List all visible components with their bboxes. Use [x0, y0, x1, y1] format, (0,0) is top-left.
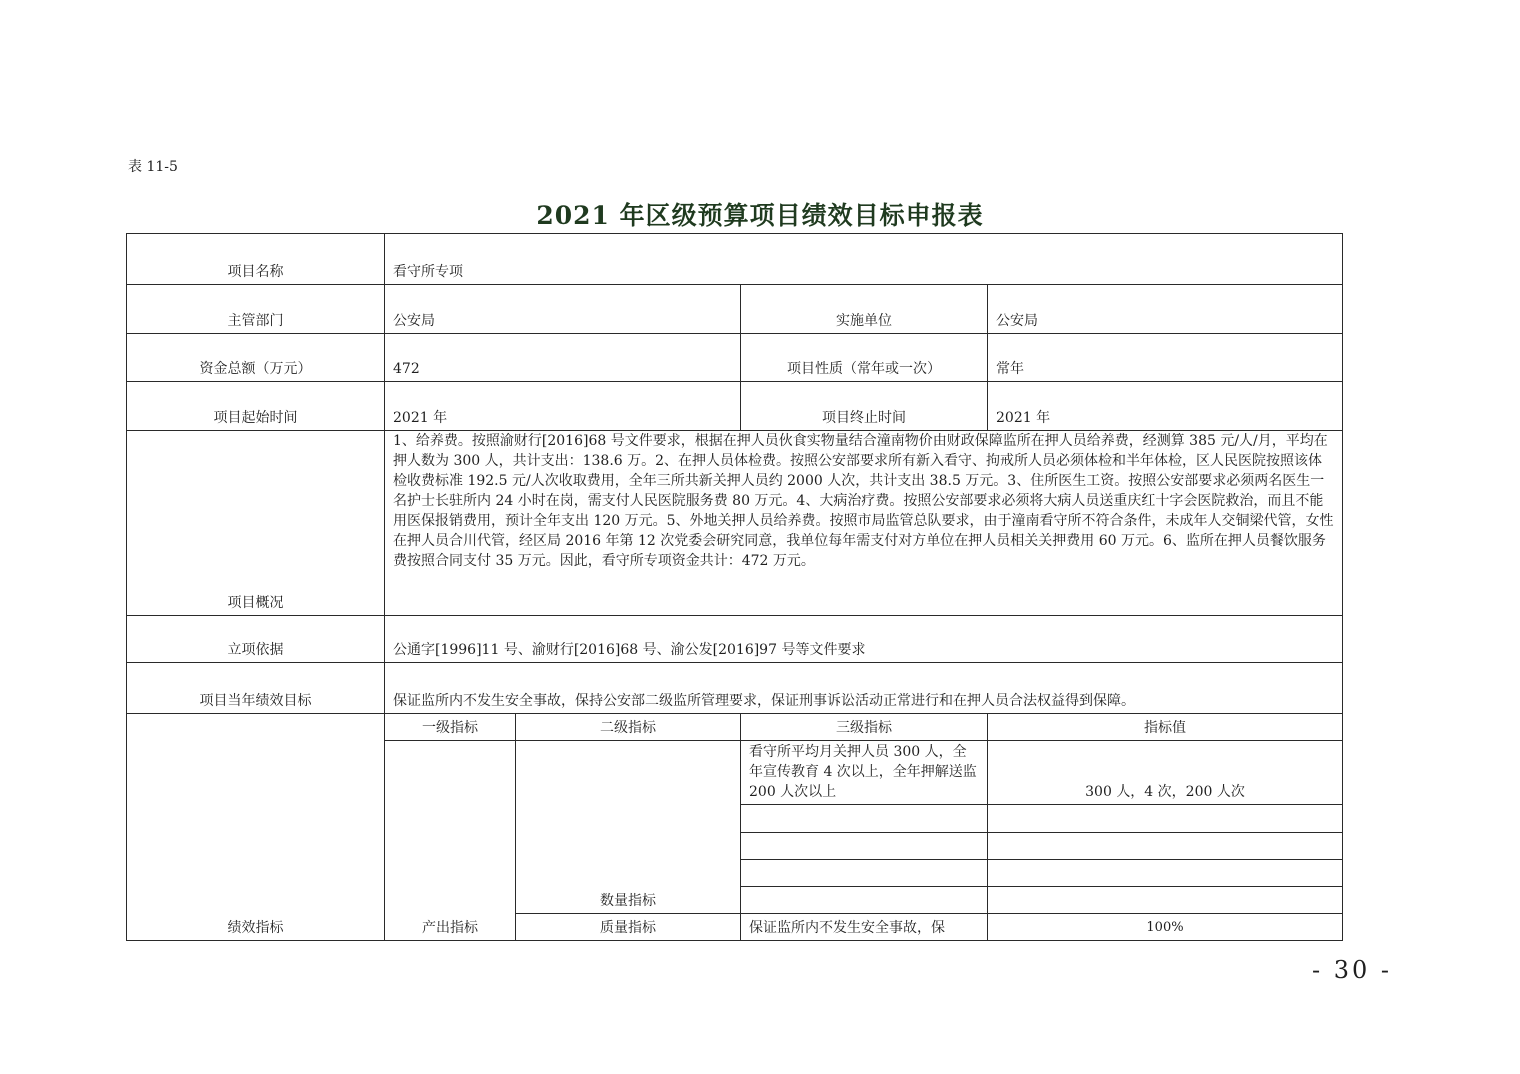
row-annual-goal [127, 663, 1343, 714]
overview-text: 1、给养费。按照渝财行[2016]68 号文件要求，根据在押人员伙食实物量结合潼南物价由财政保障监所在押人员给养费，经测算 385 元/人/月，平均在押人数为 300 人，共计支出：138.6 万。2、在押人员体检费。按照公安部要求所有新入看守、拘戒所人员必须体检和半年体检，区人民医院按照该体检收费标准 192.5 元/人次收取费用，全年三所共新关押人员约 2000 人次，共计支出 38.5 万元。3、住所医生工资。按照公安部要求必须两名医生一名护士长驻所内 24 小时在岗，需支付人民医院服务费 80 万元。4、大病治疗费。按照公安部要求必须将大病人员送重庆红十字会医院救治，而且不能用医保报销费用，预计全年支出 120 万元。5、外地关押人员给养费。按照市局监管总队要求，由于潼南看守所不符合条件，未成年人交铜梁代管，女性在押人员合川代管，经区局 2016 年第 12 次党委会研究同意，我单位每年需支付对方单位在押人员相关关押费用 60 万元。6、监所在押人员餐饮服务费按照合同支付 35 万元。因此，看守所专项资金共计：472 万元。 [385, 431, 1343, 616]
page-title: 2021 年区级预算项目绩效目标申报表 [536, 201, 984, 230]
project-name-value: 看守所专项 [385, 234, 1343, 285]
col-level2-header: 二级指标 [516, 714, 741, 741]
col-level3-header: 三级指标 [741, 714, 988, 741]
fund-value: 472 [385, 334, 741, 382]
goal-value: 保证监所内不发生安全事故，保持公安部二级监所管理要求，保证刑事诉讼活动正常进行和在押人员合法权益得到保障。 [385, 663, 1343, 714]
row-period [127, 382, 1343, 431]
row-project-name [127, 234, 1343, 285]
level2-quality: 质量指标 [516, 914, 741, 941]
table-number: 表 11-5 [128, 159, 178, 175]
nature-value: 常年 [988, 334, 1343, 382]
level1-output: 产出指标 [385, 741, 516, 941]
level2-quantity: 数量指标 [516, 741, 741, 914]
quality-indicator-value: 100% [988, 914, 1343, 941]
empty-cell [741, 860, 988, 887]
nature-label: 项目性质（常年或一次） [741, 334, 988, 382]
impl-unit-value: 公安局 [988, 285, 1343, 334]
quality-indicator-text: 保证监所内不发生安全事故，保 [741, 914, 988, 941]
start-label: 项目起始时间 [127, 382, 385, 431]
end-label: 项目终止时间 [741, 382, 988, 431]
empty-cell [988, 887, 1343, 914]
end-value: 2021 年 [988, 382, 1343, 431]
empty-cell [741, 833, 988, 860]
col-value-header: 指标值 [988, 714, 1343, 741]
row-fund [127, 334, 1343, 382]
basis-value: 公通字[1996]11 号、渝财行[2016]68 号、渝公发[2016]97 号等文件要求 [385, 616, 1343, 663]
start-value: 2021 年 [385, 382, 741, 431]
empty-cell [988, 805, 1343, 833]
empty-cell [741, 887, 988, 914]
indicators-section-label: 绩效指标 [127, 714, 385, 941]
row-indicator-header [127, 714, 1343, 741]
dept-label: 主管部门 [127, 285, 385, 334]
quantity-indicator-value: 300 人，4 次，200 人次 [988, 741, 1343, 805]
page-number: - 30 - [1311, 956, 1392, 984]
project-name-label: 项目名称 [127, 234, 385, 285]
performance-target-form [126, 233, 1343, 941]
row-department [127, 285, 1343, 334]
col-level1-header: 一级指标 [385, 714, 516, 741]
basis-label: 立项依据 [127, 616, 385, 663]
row-basis [127, 616, 1343, 663]
empty-cell [988, 860, 1343, 887]
empty-cell [988, 833, 1343, 860]
impl-unit-label: 实施单位 [741, 285, 988, 334]
dept-value: 公安局 [385, 285, 741, 334]
overview-label: 项目概况 [127, 431, 385, 616]
quantity-indicator-text: 看守所平均月关押人员 300 人，全年宣传教育 4 次以上，全年押解送监 200 人次以上 [741, 741, 988, 805]
empty-cell [741, 805, 988, 833]
row-overview [127, 431, 1343, 616]
fund-label: 资金总额（万元） [127, 334, 385, 382]
goal-label: 项目当年绩效目标 [127, 663, 385, 714]
